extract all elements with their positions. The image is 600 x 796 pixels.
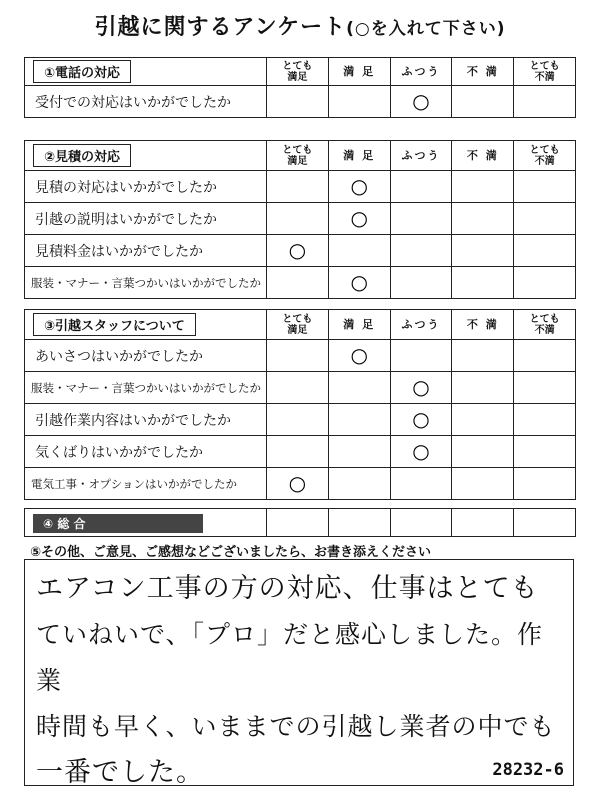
question-row xyxy=(25,372,576,404)
question-text: 気くばりはいかがでしたか xyxy=(25,436,267,468)
answer-cell[interactable] xyxy=(267,436,329,468)
answer-cell[interactable] xyxy=(390,509,452,537)
form-code: 28232-6 xyxy=(492,760,564,780)
section-label: ②見積の対応 xyxy=(33,144,131,167)
comments-heading: ⑤その他、ご意見、ご感想などございましたら、お書き添えください xyxy=(30,545,432,560)
question-text: 電気工事・オプションはいかがでしたか xyxy=(25,468,267,500)
answer-cell[interactable] xyxy=(267,468,329,500)
header-very-dissatisfied: とても 不満 xyxy=(514,58,576,86)
header-dissatisfied: 不 満 xyxy=(452,310,514,340)
question-text: 引越の説明はいかがでしたか xyxy=(25,203,267,235)
answer-cell[interactable] xyxy=(514,340,576,372)
question-row xyxy=(25,86,576,118)
answer-cell[interactable] xyxy=(328,86,390,118)
header-neutral: ふつう xyxy=(390,141,452,171)
answer-cell[interactable] xyxy=(267,404,329,436)
answer-cell[interactable] xyxy=(267,203,329,235)
question-text: あいさつはいかがでしたか xyxy=(25,340,267,372)
answer-cell[interactable] xyxy=(267,235,329,267)
header-neutral: ふつう xyxy=(390,310,452,340)
answer-cell[interactable] xyxy=(328,235,390,267)
header-satisfied: 満 足 xyxy=(328,310,390,340)
question-row xyxy=(25,436,576,468)
answer-cell[interactable] xyxy=(390,468,452,500)
answer-cell[interactable] xyxy=(390,86,452,118)
answer-cell[interactable] xyxy=(514,509,576,537)
answer-cell[interactable] xyxy=(514,372,576,404)
answer-cell[interactable] xyxy=(452,86,514,118)
header-dissatisfied: 不 満 xyxy=(452,58,514,86)
answer-cell[interactable] xyxy=(452,372,514,404)
answer-cell[interactable] xyxy=(267,372,329,404)
circle-mark: ○ xyxy=(412,407,430,431)
answer-cell[interactable] xyxy=(390,340,452,372)
answer-cell[interactable] xyxy=(267,171,329,203)
question-text: 服装・マナー・言葉つかいはいかがでしたか xyxy=(25,267,267,299)
answer-cell[interactable] xyxy=(514,235,576,267)
section-label: ③引越スタッフについて xyxy=(33,313,196,336)
answer-cell[interactable] xyxy=(328,436,390,468)
title-main: 引越に関するアンケート xyxy=(94,15,347,40)
comments-text xyxy=(36,566,566,796)
answer-cell[interactable] xyxy=(390,372,452,404)
header-very-satisfied: とても 満足 xyxy=(267,141,329,171)
header-very-satisfied: とても 満足 xyxy=(267,310,329,340)
answer-cell[interactable] xyxy=(390,404,452,436)
answer-cell[interactable] xyxy=(390,235,452,267)
header-row xyxy=(25,58,576,86)
question-row xyxy=(25,267,576,299)
comment-line: 時間も早く、いままでの引越し業者の中でも xyxy=(36,712,556,741)
answer-cell[interactable] xyxy=(514,267,576,299)
header-row xyxy=(25,141,576,171)
answer-cell[interactable] xyxy=(328,267,390,299)
circle-mark: ○ xyxy=(350,343,368,367)
answer-cell[interactable] xyxy=(328,509,390,537)
question-text: 引越作業内容はいかがでしたか xyxy=(25,404,267,436)
answer-cell[interactable] xyxy=(328,203,390,235)
answer-cell[interactable] xyxy=(328,468,390,500)
header-satisfied: 満 足 xyxy=(328,58,390,86)
answer-cell[interactable] xyxy=(514,436,576,468)
answer-cell[interactable] xyxy=(514,468,576,500)
answer-cell[interactable] xyxy=(452,436,514,468)
answer-cell[interactable] xyxy=(452,171,514,203)
answer-cell[interactable] xyxy=(514,86,576,118)
answer-cell[interactable] xyxy=(390,436,452,468)
circle-mark: ○ xyxy=(288,471,307,495)
answer-cell[interactable] xyxy=(452,468,514,500)
answer-cell[interactable] xyxy=(452,509,514,537)
comment-line: ていねいで、「プロ」だと感心しました。作業 xyxy=(36,620,544,695)
answer-cell[interactable] xyxy=(328,171,390,203)
section-staff-table xyxy=(24,309,576,500)
answer-cell[interactable] xyxy=(452,267,514,299)
header-satisfied: 満 足 xyxy=(328,141,390,171)
header-very-dissatisfied: とても 不満 xyxy=(514,310,576,340)
question-row xyxy=(25,340,576,372)
header-very-dissatisfied: とても 不満 xyxy=(514,141,576,171)
question-text: 受付での対応はいかがでしたか xyxy=(25,86,267,118)
answer-cell[interactable] xyxy=(267,340,329,372)
header-very-satisfied: とても 満足 xyxy=(267,58,329,86)
header-dissatisfied: 不 満 xyxy=(452,141,514,171)
section-estimate-table xyxy=(24,140,576,299)
header-row xyxy=(25,310,576,340)
overall-row xyxy=(25,509,576,537)
question-row xyxy=(25,468,576,500)
circle-mark: ○ xyxy=(412,375,430,399)
title-instruction: (○を入れて下さい) xyxy=(346,19,506,39)
comment-line: エアコン工事の方の対応、仕事はとても xyxy=(36,573,539,604)
circle-mark: ○ xyxy=(350,270,368,294)
question-text: 服装・マナー・言葉つかいはいかがでしたか xyxy=(25,372,267,404)
answer-cell[interactable] xyxy=(390,203,452,235)
circle-mark: ○ xyxy=(288,238,307,262)
answer-cell[interactable] xyxy=(452,235,514,267)
answer-cell[interactable] xyxy=(452,404,514,436)
section-overall-table xyxy=(24,508,576,537)
comment-line: 一番でした。 xyxy=(36,757,204,788)
answer-cell[interactable] xyxy=(452,203,514,235)
answer-cell[interactable] xyxy=(328,404,390,436)
overall-label: ④ 総 合 xyxy=(33,514,203,533)
header-neutral: ふつう xyxy=(390,58,452,86)
answer-cell[interactable] xyxy=(452,340,514,372)
question-row xyxy=(25,203,576,235)
answer-cell[interactable] xyxy=(390,171,452,203)
answer-cell[interactable] xyxy=(328,372,390,404)
answer-cell[interactable] xyxy=(267,509,329,537)
question-row xyxy=(25,171,576,203)
question-text: 見積料金はいかがでしたか xyxy=(25,235,267,267)
circle-mark: ○ xyxy=(350,206,368,230)
answer-cell[interactable] xyxy=(267,267,329,299)
answer-cell[interactable] xyxy=(390,267,452,299)
answer-cell[interactable] xyxy=(514,171,576,203)
answer-cell[interactable] xyxy=(328,340,390,372)
question-row xyxy=(25,235,576,267)
circle-mark: ○ xyxy=(350,174,368,198)
answer-cell[interactable] xyxy=(514,404,576,436)
circle-mark: ○ xyxy=(412,439,430,463)
section-label: ①電話の対応 xyxy=(33,60,131,83)
circle-mark: ○ xyxy=(412,89,430,113)
form-title xyxy=(0,10,600,41)
section-phone-table xyxy=(24,57,576,118)
answer-cell[interactable] xyxy=(267,86,329,118)
answer-cell[interactable] xyxy=(514,203,576,235)
question-row xyxy=(25,404,576,436)
question-text: 見積の対応はいかがでしたか xyxy=(25,171,267,203)
